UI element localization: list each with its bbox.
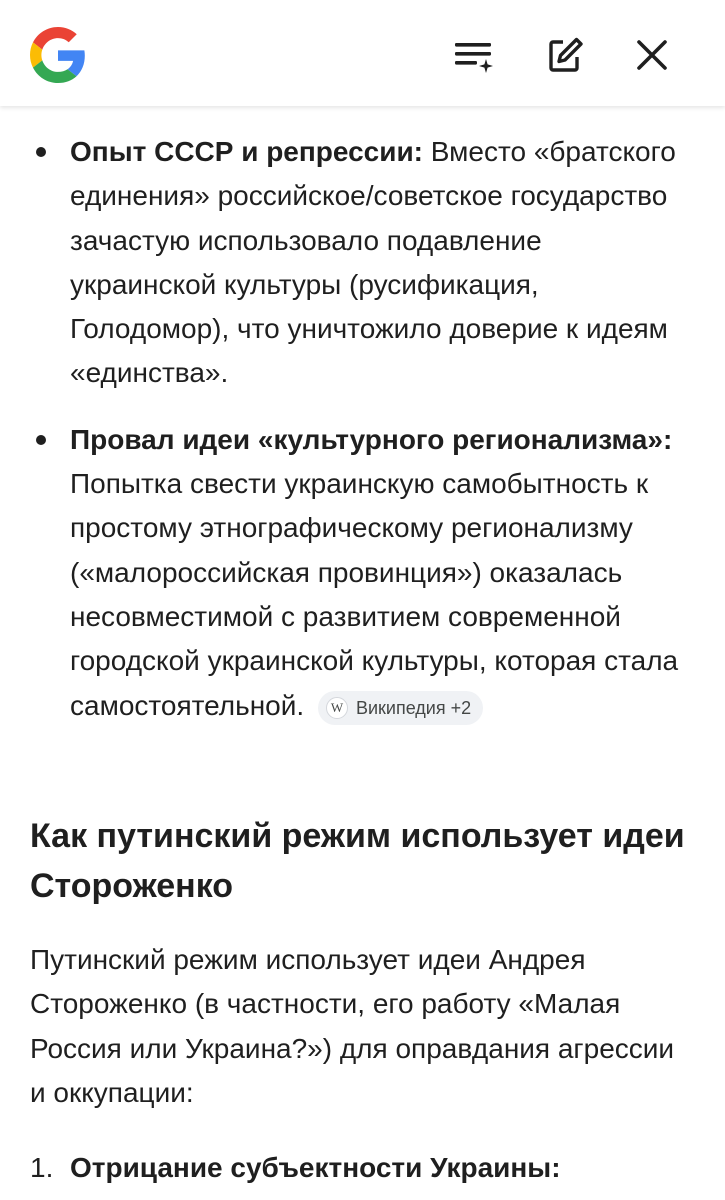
numbered-heading: Отрицание субъектности Украины: <box>70 1152 561 1183</box>
close-icon <box>635 38 669 72</box>
bullet-text: Вместо «братского единения» российское/советское государство зачастую использовало подавление украинской культуры (русификация, Голодомор), что уничтожило доверие к идеям «единства». <box>70 136 676 389</box>
list-item <box>0 418 725 728</box>
response-content <box>0 106 725 1200</box>
tools-sparkle-icon <box>451 35 495 75</box>
edit-button[interactable] <box>540 30 590 80</box>
top-bar <box>0 0 725 106</box>
bullet-icon <box>36 435 46 445</box>
tools-button[interactable] <box>448 30 498 80</box>
bullet-heading: Опыт СССР и репрессии: <box>70 136 423 167</box>
bullet-list <box>0 130 725 728</box>
bullet-text: Попытка свести украинскую самобытность к простому этнографическому регионализму («малороссийская провинция») оказалась несовместимой с развитием современной городской украинской культуры, которая стала самостоятельной. <box>70 468 679 721</box>
google-g-icon <box>30 27 86 83</box>
wikipedia-icon: W <box>326 697 348 719</box>
bullet-icon <box>36 147 46 157</box>
list-item <box>0 1146 725 1190</box>
list-number: 1. <box>30 1152 54 1183</box>
source-chip[interactable] <box>318 691 483 725</box>
section-heading: Как путинский режим использует идеи Стороженко <box>30 817 685 905</box>
edit-icon <box>545 35 585 75</box>
close-button[interactable] <box>627 30 677 80</box>
source-chip-label: Википедия +2 <box>355 697 472 718</box>
bullet-heading: Провал идеи «культурного регионализма»: <box>70 423 673 455</box>
list-item <box>0 130 725 396</box>
section-paragraph: Путинский режим использует идеи Андрея Стороженко (в частности, его работу «Малая Россия или Украина?») для оправдания агрессии и оккупации: <box>30 944 675 1108</box>
google-logo[interactable] <box>30 27 86 83</box>
numbered-list <box>0 1146 725 1190</box>
